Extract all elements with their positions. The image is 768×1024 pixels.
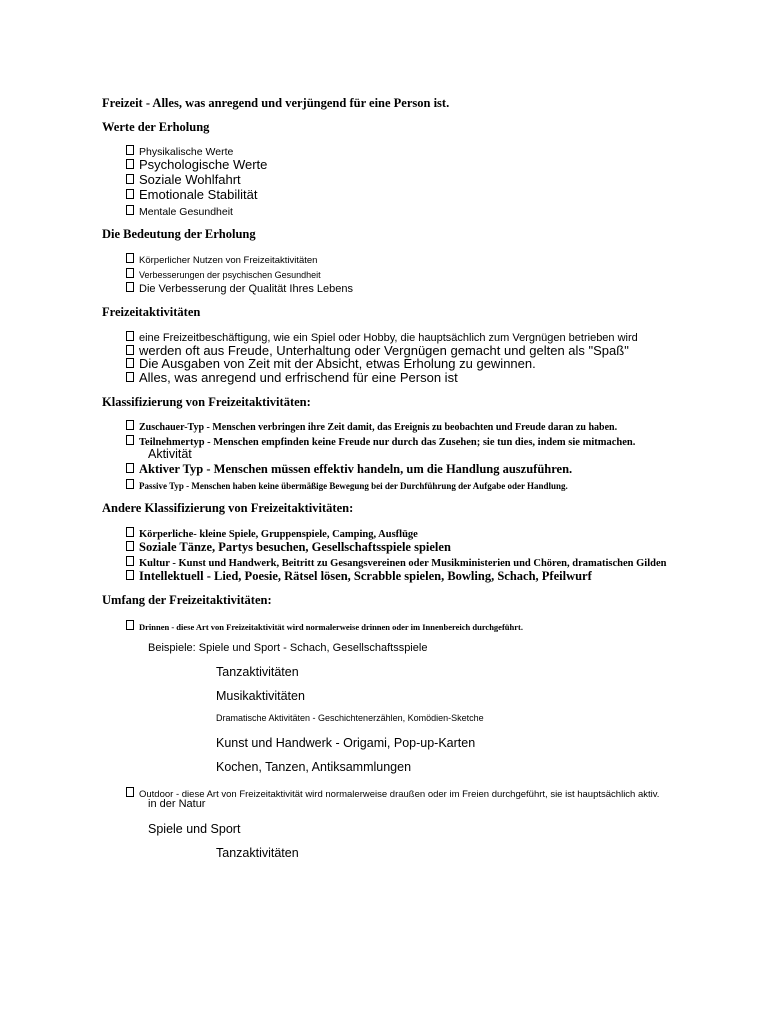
checkbox-glyph-icon [126,345,134,355]
list-item: Outdoor - diese Art von Freizeitaktivität wird normalerweise draußen oder im Freien durchgeführt, sie ist hauptsächlich aktiv. [126,787,659,800]
list-item: Intellektuell - Lied, Poesie, Rätsel lösen, Scrabble spielen, Bowling, Schach, Pfeilwurf [126,570,592,583]
example-item: Tanzaktivitäten [216,665,299,679]
list-item: Aktiver Typ - Menschen müssen effektiv handeln, um die Handlung auszuführen. [126,463,572,476]
example-item: Tanzaktivitäten [216,846,299,860]
checkbox-glyph-icon [126,253,134,263]
checkbox-glyph-icon [126,268,134,278]
list-item: Körperliche- kleine Spiele, Gruppenspiele, Camping, Ausflüge [126,527,418,541]
checkbox-glyph-icon [126,479,134,489]
list-item: Soziale Tänze, Partys besuchen, Gesellschaftsspiele spielen [126,541,451,554]
checkbox-glyph-icon [126,556,134,566]
section-heading-aktivitaeten: Freizeitaktivitäten [102,305,201,319]
section-heading-andere: Andere Klassifizierung von Freizeitaktivitäten: [102,501,354,515]
list-item: Die Verbesserung der Qualität Ihres Lebens [126,282,353,295]
checkbox-glyph-icon [126,620,134,630]
checkbox-glyph-icon [126,463,134,473]
checkbox-glyph-icon [126,282,134,292]
checkbox-glyph-icon [126,189,134,199]
checkbox-glyph-icon [126,372,134,382]
list-item: Teilnehmertyp - Menschen empfinden keine Freude nur durch das Zusehen; sie tun dies, indem sie mitmachen. [126,435,635,449]
list-item: Psychologische Werte [126,158,267,171]
example-item: Dramatische Aktivitäten - Geschichtenerzählen, Komödien-Sketche [216,713,484,723]
section-heading-umfang: Umfang der Freizeitaktivitäten: [102,593,272,607]
section-heading-bedeutung: Die Bedeutung der Erholung [102,227,256,241]
list-item: Verbesserungen der psychischen Gesundheit [126,268,321,280]
list-item: werden oft aus Freude, Unterhaltung oder Vergnügen gemacht und gelten als "Spaß" [126,344,629,357]
section-heading-klassifizierung: Klassifizierung von Freizeitaktivitäten: [102,395,311,409]
checkbox-glyph-icon [126,174,134,184]
checkbox-glyph-icon [126,358,134,368]
examples-line: Beispiele: Spiele und Sport - Schach, Gesellschaftsspiele [148,642,428,654]
checkbox-glyph-icon [126,570,134,580]
list-item: Die Ausgaben von Zeit mit der Absicht, etwas Erholung zu gewinnen. [126,357,536,370]
list-item-continuation: Aktivität [148,447,192,461]
list-item-continuation: in der Natur [148,798,206,810]
checkbox-glyph-icon [126,145,134,155]
list-item: Soziale Wohlfahrt [126,173,241,186]
example-item: Kochen, Tanzen, Antiksammlungen [216,760,412,774]
checkbox-glyph-icon [126,541,134,551]
checkbox-glyph-icon [126,435,134,445]
example-item: Kunst und Handwerk - Origami, Pop-up-Karten [216,736,476,750]
list-item: Kultur - Kunst und Handwerk, Beitritt zu Gesangsvereinen oder Musikministerien und Chören, dramatischen Gilden [126,556,666,570]
examples-line: Spiele und Sport [148,822,241,836]
checkbox-glyph-icon [126,420,134,430]
list-item: Drinnen - diese Art von Freizeitaktivität wird normalerweise drinnen oder im Innenbereich durchgeführt. [126,620,523,632]
list-item: Emotionale Stabilität [126,188,258,201]
document-title: Freizeit - Alles, was anregend und verjüngend für eine Person ist. [102,96,450,110]
list-item: Physikalische Werte [126,145,233,158]
checkbox-glyph-icon [126,331,134,341]
list-item: Zuschauer-Typ - Menschen verbringen ihre Zeit damit, das Ereignis zu beobachten und Freude daran zu haben. [126,420,617,433]
section-heading-werte: Werte der Erholung [102,120,210,134]
list-item: Passive Typ - Menschen haben keine übermäßige Bewegung bei der Durchführung der Aufgabe oder Handlung. [126,479,568,491]
list-item: eine Freizeitbeschäftigung, wie ein Spiel oder Hobby, die hauptsächlich zum Vergnügen betrieben wird [126,331,638,344]
checkbox-glyph-icon [126,527,134,537]
list-item: Alles, was anregend und erfrischend für eine Person ist [126,371,458,384]
checkbox-glyph-icon [126,787,134,797]
list-item: Mentale Gesundheit [126,205,233,218]
list-item: Körperlicher Nutzen von Freizeitaktivitäten [126,253,317,266]
checkbox-glyph-icon [126,205,134,215]
example-item: Musikaktivitäten [216,689,305,703]
checkbox-glyph-icon [126,159,134,169]
